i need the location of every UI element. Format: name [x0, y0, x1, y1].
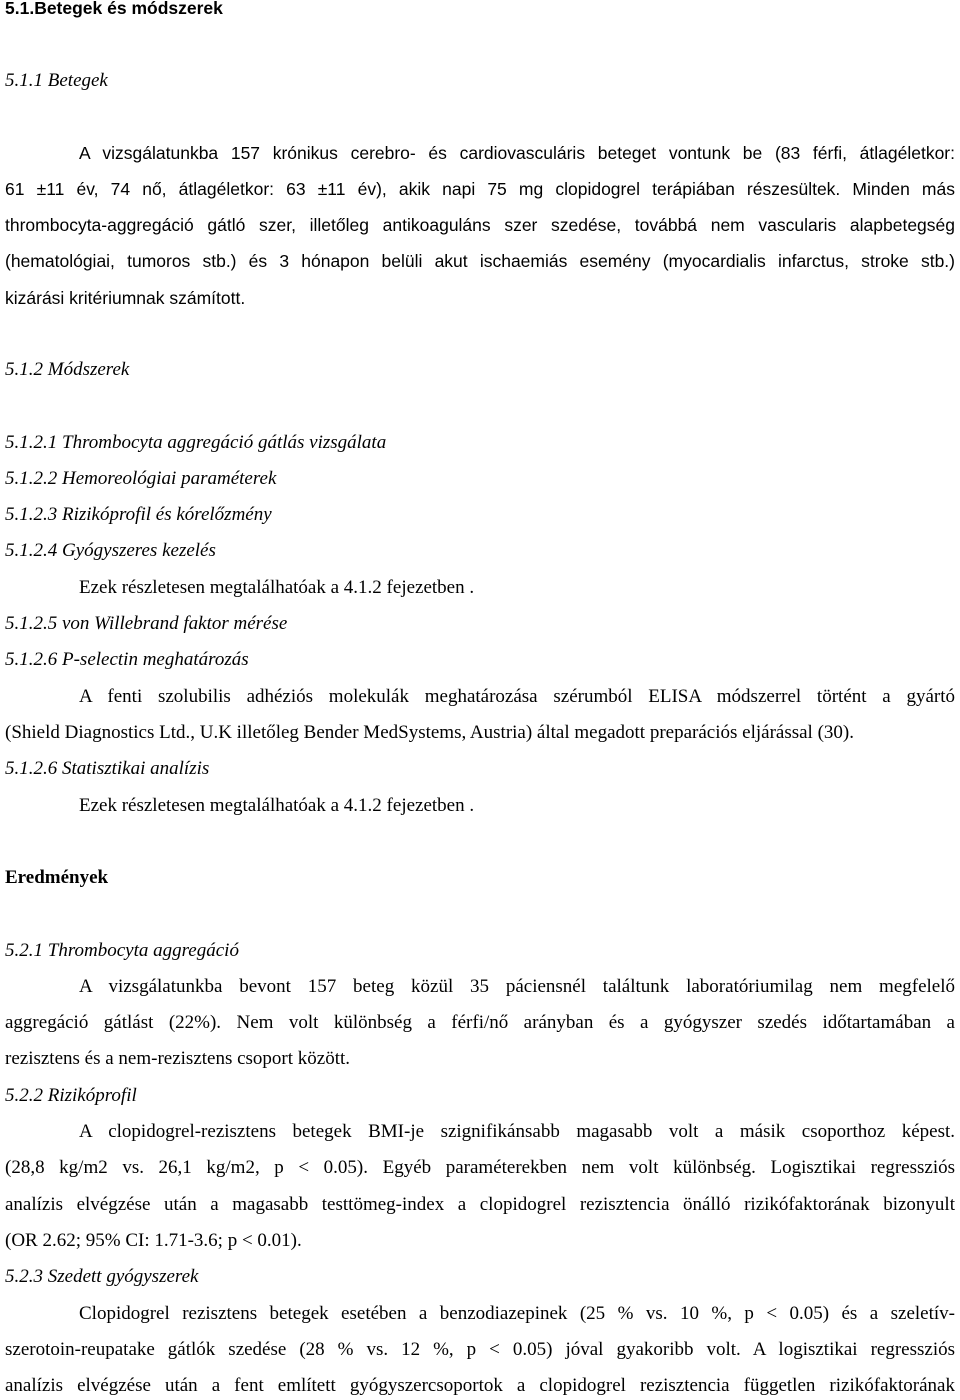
- paragraph-line: rezisztens és a nem-rezisztens csoport között.: [5, 1048, 351, 1069]
- paragraph-line: (hematológiai, tumoros stb.) és 3 hónapon belüli akut ischaemiás esemény (myocardialis infarctus, stroke stb.): [5, 251, 955, 271]
- paragraph-line: kizárási kritériumnak számított.: [5, 288, 246, 308]
- detail-reference: Ezek részletesen megtalálhatóak a 4.1.2 fejezetben .: [79, 577, 475, 598]
- paragraph-line: (OR 2.62; 95% CI: 1.71-3.6; p < 0.01).: [5, 1230, 302, 1251]
- section-heading-gyogyszerek: 5.2.3 Szedett gyógyszerek: [5, 1266, 199, 1287]
- paragraph-line: (Shield Diagnostics Ltd., U.K illetőleg Bender MedSystems, Austria) által megadott preparációs eljárással (30).: [5, 722, 854, 743]
- paragraph-line: A vizsgálatunkba bevont 157 beteg közül 35 páciensnél találtunk laboratóriumilag nem megfelelő: [79, 976, 955, 997]
- results-heading: Eredmények: [5, 867, 109, 888]
- detail-reference: Ezek részletesen megtalálhatóak a 4.1.2 fejezetben .: [79, 795, 475, 816]
- subsection-heading: 5.1.2.2 Hemoreológiai paraméterek: [5, 468, 277, 489]
- paragraph-line: A fenti szolubilis adhéziós molekulák meghatározása szérumból ELISA módszerrel történt a gyártó: [79, 686, 955, 707]
- subsection-heading: 5.1.2.5 von Willebrand faktor mérése: [5, 613, 288, 634]
- paragraph-line: Clopidogrel rezisztens betegek esetében a benzodiazepinek (25 % vs. 10 %, p < 0.05) és a szeletív-: [79, 1303, 955, 1324]
- paragraph-line: A vizsgálatunkba 157 krónikus cerebro- és cardiovasculáris beteget vontunk be (83 férfi, átlagéletkor:: [79, 143, 955, 163]
- paragraph-line: 61 ±11 év, 74 nő, átlagéletkor: 63 ±11 év), akik napi 75 mg clopidogrel terápiában részesültek. Minden más: [5, 179, 955, 199]
- paragraph-line: analízis elvégzése után a magasabb testtömeg-index a clopidogrel rezisztencia önálló rizikófaktorának bizonyult: [5, 1194, 955, 1215]
- subsection-heading: 5.1.2.4 Gyógyszeres kezelés: [5, 540, 216, 561]
- subsection-heading: 5.1.2.3 Rizikóprofil és kórelőzmény: [5, 504, 272, 525]
- section-heading-modszerek: 5.1.2 Módszerek: [5, 359, 130, 380]
- subsection-heading: 5.1.2.6 Statisztikai analízis: [5, 758, 210, 779]
- section-heading-rizikoprofil: 5.2.2 Rizikóprofil: [5, 1085, 137, 1106]
- subsection-heading: 5.1.2.6 P-selectin meghatározás: [5, 649, 249, 670]
- paragraph-line: (28,8 kg/m2 vs. 26,1 kg/m2, p < 0.05). Egyéb paraméterekben nem volt különbség. Logisztikai regressziós: [5, 1157, 955, 1178]
- main-heading: 5.1.Betegek és módszerek: [5, 0, 223, 18]
- paragraph-line: thrombocyta-aggregáció gátló szer, illetőleg antikoaguláns szer szedése, továbbá nem vascularis alapbetegség: [5, 215, 955, 235]
- section-heading-betegek: 5.1.1 Betegek: [5, 70, 108, 91]
- paragraph-line: A clopidogrel-rezisztens betegek BMI-je szignifikánsabb magasabb volt a másik csoporthoz képest.: [79, 1121, 955, 1142]
- paragraph-line: szerotoin-reupatake gátlók szedése (28 % vs. 12 %, p < 0.05) jóval gyakoribb volt. A logisztikai regressziós: [5, 1339, 955, 1360]
- paragraph-line: analízis elvégzése után a fent említett gyógyszercsoportok a clopidogrel rezisztencia független rizikófaktorának: [5, 1375, 955, 1396]
- subsection-heading: 5.1.2.1 Thrombocyta aggregáció gátlás vizsgálata: [5, 432, 387, 453]
- section-heading-aggregacio: 5.2.1 Thrombocyta aggregáció: [5, 940, 239, 961]
- paragraph-line: aggregáció gátlást (22%). Nem volt különbség a férfi/nő arányban és a gyógyszer szedés időtartamában a: [5, 1012, 955, 1033]
